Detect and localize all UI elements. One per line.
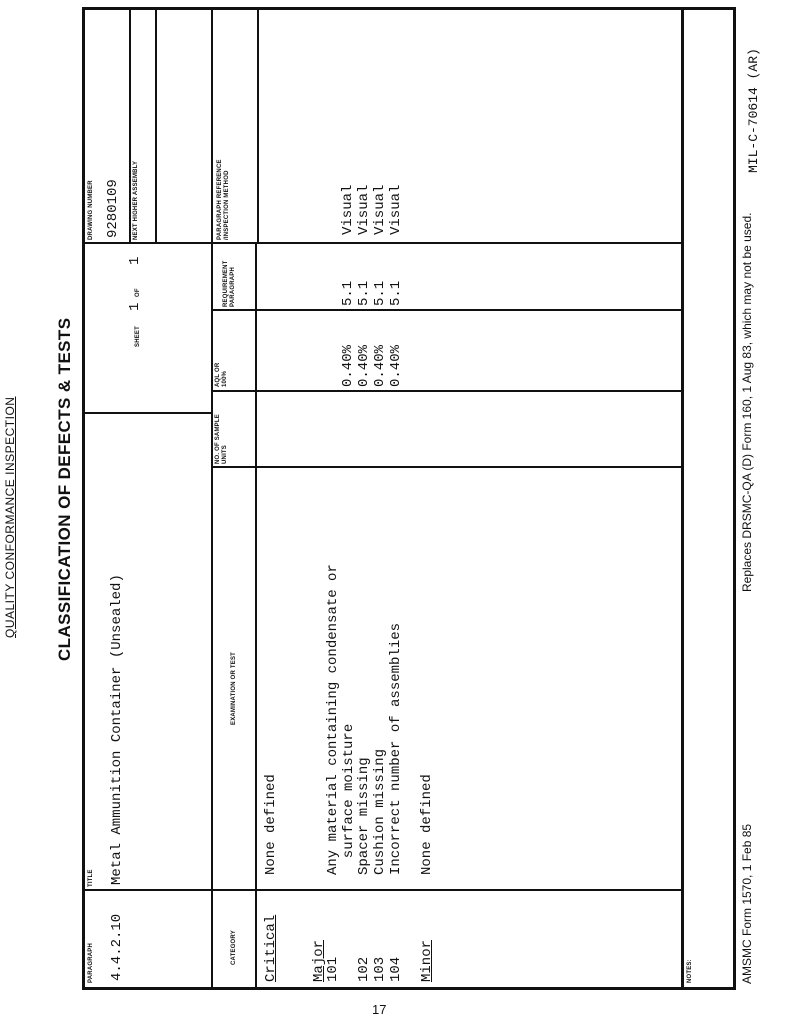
major-code-102: 102 bbox=[356, 956, 372, 982]
spec-number: MIL-C-70614 (AR) bbox=[746, 48, 761, 173]
of-label: OF bbox=[135, 288, 141, 297]
form-table bbox=[82, 7, 736, 990]
category-label: CATEGORY bbox=[231, 930, 237, 965]
critical-text: None defined bbox=[263, 774, 279, 875]
major-text-102: Spacer missing bbox=[356, 757, 372, 875]
requirement-paragraph-label: REQUIREMENT PARAGRAPH bbox=[223, 260, 236, 307]
paragraph-value: 4.4.2.10 bbox=[109, 913, 125, 981]
notes-label: NOTES: bbox=[687, 959, 693, 983]
category-minor: Minor bbox=[419, 939, 435, 982]
major-text-104: Incorrect number of assemblies bbox=[388, 622, 404, 875]
category-critical: Critical bbox=[263, 914, 279, 982]
major-code-103: 103 bbox=[372, 956, 388, 982]
major-code-101: 101 bbox=[325, 956, 341, 982]
req-103: 5.1 bbox=[372, 280, 388, 306]
aql-101: 0.40% bbox=[340, 344, 356, 387]
title-value: Metal Ammunition Container (Unsealed) bbox=[109, 574, 125, 885]
sheet-label: SHEET bbox=[135, 325, 141, 347]
paragraph-reference-label: PARAGRAPH REFERENCE /INSPECTION METHOD bbox=[217, 159, 230, 240]
header-divider bbox=[211, 10, 213, 987]
aql-102: 0.40% bbox=[356, 344, 372, 387]
sample-units-label: NO. OF SAMPLE UNITS bbox=[215, 414, 228, 464]
aql-104: 0.40% bbox=[388, 344, 404, 387]
method-102: Visual bbox=[356, 184, 372, 235]
form-id: AMSMC Form 1570, 1 Feb 85 bbox=[740, 823, 754, 984]
examination-label: EXAMINATION OR TEST bbox=[231, 651, 237, 725]
title-label: TITLE bbox=[88, 869, 94, 887]
category-major: Major bbox=[311, 939, 327, 982]
major-text-101: Any material containing condensate or surface moisture bbox=[325, 564, 357, 875]
drawing-number-value: 9280109 bbox=[105, 179, 121, 238]
major-text-103: Cushion missing bbox=[372, 748, 388, 875]
method-104: Visual bbox=[388, 184, 404, 235]
method-103: Visual bbox=[372, 184, 388, 235]
minor-text: None defined bbox=[419, 774, 435, 875]
method-101: Visual bbox=[340, 184, 356, 235]
req-102: 5.1 bbox=[356, 280, 372, 306]
aql-label: AQL OR 100% bbox=[215, 362, 228, 387]
notes-divider bbox=[681, 10, 684, 987]
aql-103: 0.40% bbox=[372, 344, 388, 387]
sheet-total: 1 bbox=[127, 256, 143, 265]
next-higher-assembly-label: NEXT HIGHER ASSEMBLY bbox=[133, 160, 139, 240]
page-title: QUALITY CONFORMANCE INSPECTION bbox=[3, 396, 17, 638]
page-number: 17 bbox=[372, 1002, 387, 1017]
req-101: 5.1 bbox=[340, 280, 356, 306]
replaces-note: Replaces DRSMC-QA (D) Form 160, 1 Aug 83, which may not be used. bbox=[740, 212, 754, 592]
major-code-104: 104 bbox=[388, 956, 404, 982]
drawing-number-label: DRAWING NUMBER bbox=[88, 180, 94, 240]
paragraph-label: PARAGRAPH bbox=[88, 942, 94, 983]
sheet-number: 1 bbox=[127, 302, 143, 311]
form-subtitle: CLASSIFICATION OF DEFECTS & TESTS bbox=[55, 317, 74, 661]
req-104: 5.1 bbox=[388, 280, 404, 306]
